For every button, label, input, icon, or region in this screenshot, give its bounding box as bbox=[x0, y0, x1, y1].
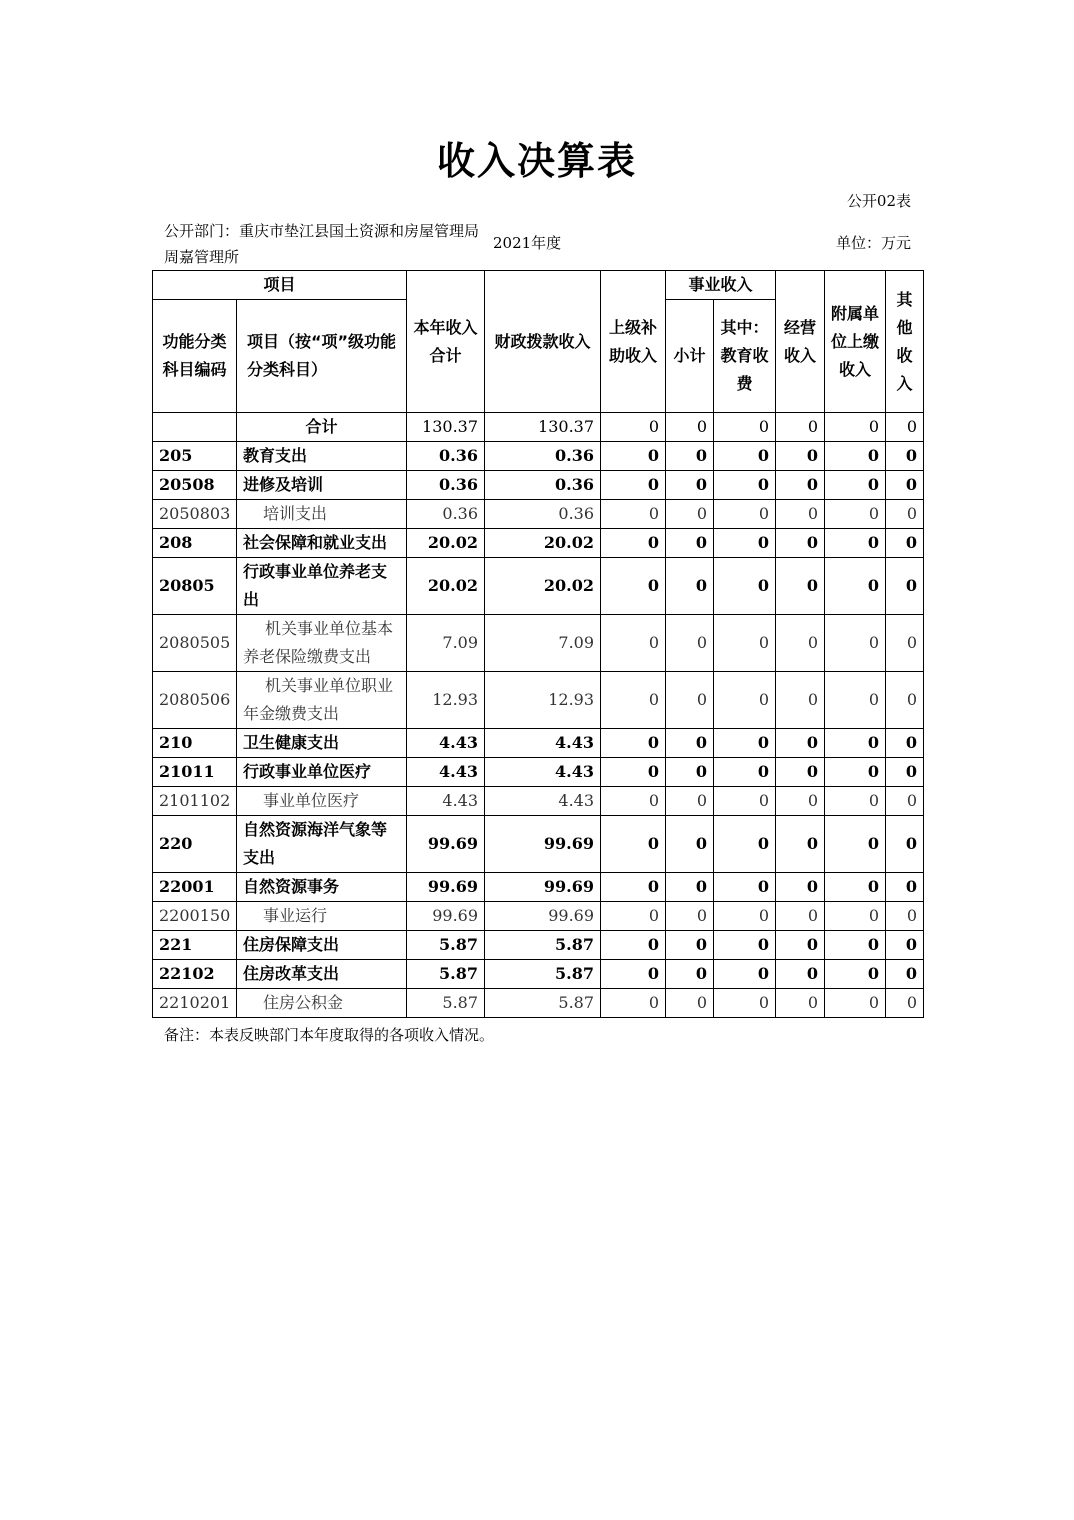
total-value: 130.37 bbox=[407, 413, 485, 442]
row-code: 22001 bbox=[153, 873, 237, 902]
row-value: 0 bbox=[714, 989, 776, 1018]
row-value: 0 bbox=[714, 758, 776, 787]
row-value: 0 bbox=[776, 471, 825, 500]
fiscal-year: 2021年度 bbox=[493, 234, 562, 252]
row-value: 0 bbox=[601, 931, 666, 960]
row-value: 0 bbox=[825, 729, 886, 758]
table-row bbox=[153, 960, 924, 989]
row-value: 0 bbox=[886, 529, 924, 558]
row-value: 5.87 bbox=[485, 960, 601, 989]
row-code: 220 bbox=[153, 816, 237, 873]
row-name: 培训支出 bbox=[237, 500, 407, 529]
row-name: 自然资源事务 bbox=[237, 873, 407, 902]
row-value: 0 bbox=[601, 529, 666, 558]
row-code: 210 bbox=[153, 729, 237, 758]
row-name: 住房公积金 bbox=[237, 989, 407, 1018]
row-value: 0 bbox=[601, 816, 666, 873]
row-value: 0 bbox=[776, 960, 825, 989]
row-value: 0.36 bbox=[407, 500, 485, 529]
row-value: 12.93 bbox=[407, 672, 485, 729]
row-value: 0 bbox=[714, 500, 776, 529]
row-value: 0 bbox=[601, 989, 666, 1018]
row-name: 机关事业单位基本养老保险缴费支出 bbox=[237, 615, 407, 672]
row-value: 0 bbox=[666, 672, 714, 729]
row-value: 0 bbox=[714, 931, 776, 960]
row-value: 0 bbox=[601, 729, 666, 758]
row-value: 0 bbox=[666, 471, 714, 500]
row-value: 0 bbox=[601, 615, 666, 672]
unit-label: 单位：万元 bbox=[835, 234, 911, 252]
total-value: 130.37 bbox=[485, 413, 601, 442]
row-value: 7.09 bbox=[407, 615, 485, 672]
row-value: 0 bbox=[666, 902, 714, 931]
row-value: 0 bbox=[666, 529, 714, 558]
header-fiscal: 财政拨款收入 bbox=[485, 271, 601, 413]
row-name: 自然资源海洋气象等支出 bbox=[237, 816, 407, 873]
row-value: 5.87 bbox=[407, 931, 485, 960]
row-name: 教育支出 bbox=[237, 442, 407, 471]
row-value: 0 bbox=[601, 787, 666, 816]
row-value: 20.02 bbox=[407, 529, 485, 558]
total-code-cell bbox=[153, 413, 237, 442]
row-value: 4.43 bbox=[407, 787, 485, 816]
row-value: 0 bbox=[776, 787, 825, 816]
table-row bbox=[153, 931, 924, 960]
table-row bbox=[153, 902, 924, 931]
row-code: 2210201 bbox=[153, 989, 237, 1018]
row-value: 12.93 bbox=[485, 672, 601, 729]
row-value: 0 bbox=[714, 529, 776, 558]
row-value: 0 bbox=[666, 931, 714, 960]
row-value: 99.69 bbox=[485, 873, 601, 902]
row-value: 5.87 bbox=[407, 960, 485, 989]
row-code: 22102 bbox=[153, 960, 237, 989]
table-row bbox=[153, 989, 924, 1018]
header-career-edu: 其中：教育收费 bbox=[714, 300, 776, 413]
row-value: 0 bbox=[601, 960, 666, 989]
row-value: 0 bbox=[714, 729, 776, 758]
row-value: 20.02 bbox=[485, 529, 601, 558]
row-value: 0 bbox=[714, 558, 776, 615]
row-value: 0 bbox=[601, 873, 666, 902]
row-value: 0 bbox=[825, 989, 886, 1018]
row-name: 进修及培训 bbox=[237, 471, 407, 500]
row-value: 0 bbox=[825, 500, 886, 529]
table-row bbox=[153, 816, 924, 873]
row-value: 0 bbox=[776, 500, 825, 529]
row-value: 0 bbox=[714, 471, 776, 500]
row-value: 7.09 bbox=[485, 615, 601, 672]
header-func-name: 项目（按“项”级功能分类科目） bbox=[237, 300, 407, 413]
row-code: 2050803 bbox=[153, 500, 237, 529]
row-value: 99.69 bbox=[407, 902, 485, 931]
row-value: 0 bbox=[714, 816, 776, 873]
row-value: 0 bbox=[776, 442, 825, 471]
row-value: 0 bbox=[886, 471, 924, 500]
header-project: 项目 bbox=[153, 271, 407, 300]
header-superior: 上级补助收入 bbox=[601, 271, 666, 413]
header-other: 其他收入 bbox=[886, 271, 924, 413]
row-value: 99.69 bbox=[485, 816, 601, 873]
table-row bbox=[153, 558, 924, 615]
row-code: 2101102 bbox=[153, 787, 237, 816]
row-value: 0 bbox=[601, 558, 666, 615]
table-row bbox=[153, 873, 924, 902]
form-number: 公开02表 bbox=[846, 192, 911, 210]
row-value: 0 bbox=[776, 873, 825, 902]
header-career-sub: 小计 bbox=[666, 300, 714, 413]
total-value: 0 bbox=[601, 413, 666, 442]
row-value: 0 bbox=[825, 931, 886, 960]
row-value: 0 bbox=[886, 931, 924, 960]
row-value: 99.69 bbox=[485, 902, 601, 931]
table-row bbox=[153, 442, 924, 471]
header-total: 本年收入合计 bbox=[407, 271, 485, 413]
row-value: 0 bbox=[886, 873, 924, 902]
total-row bbox=[153, 413, 924, 442]
row-code: 20508 bbox=[153, 471, 237, 500]
row-value: 0 bbox=[825, 672, 886, 729]
row-value: 0 bbox=[886, 989, 924, 1018]
row-code: 2080506 bbox=[153, 672, 237, 729]
row-name: 事业运行 bbox=[237, 902, 407, 931]
row-name: 住房保障支出 bbox=[237, 931, 407, 960]
row-name: 行政事业单位养老支出 bbox=[237, 558, 407, 615]
row-value: 0 bbox=[601, 471, 666, 500]
footnote: 备注：本表反映部门本年度取得的各项收入情况。 bbox=[164, 1026, 495, 1044]
row-value: 0 bbox=[776, 615, 825, 672]
row-value: 20.02 bbox=[407, 558, 485, 615]
row-value: 0 bbox=[825, 442, 886, 471]
row-value: 0 bbox=[886, 558, 924, 615]
row-value: 5.87 bbox=[407, 989, 485, 1018]
header-func-code: 功能分类科目编码 bbox=[153, 300, 237, 413]
row-value: 5.87 bbox=[485, 989, 601, 1018]
row-value: 0 bbox=[886, 758, 924, 787]
total-value: 0 bbox=[776, 413, 825, 442]
total-value: 0 bbox=[666, 413, 714, 442]
row-value: 0 bbox=[601, 442, 666, 471]
row-value: 0 bbox=[776, 729, 825, 758]
row-value: 99.69 bbox=[407, 873, 485, 902]
row-value: 0.36 bbox=[485, 442, 601, 471]
row-value: 0 bbox=[666, 787, 714, 816]
row-value: 0 bbox=[776, 672, 825, 729]
row-value: 0 bbox=[825, 471, 886, 500]
row-value: 0 bbox=[776, 902, 825, 931]
row-value: 0 bbox=[714, 672, 776, 729]
row-value: 99.69 bbox=[407, 816, 485, 873]
total-label: 合计 bbox=[237, 413, 407, 442]
row-value: 4.43 bbox=[407, 758, 485, 787]
row-value: 0 bbox=[776, 989, 825, 1018]
row-code: 208 bbox=[153, 529, 237, 558]
table-row bbox=[153, 615, 924, 672]
row-value: 0 bbox=[825, 558, 886, 615]
row-value: 0 bbox=[886, 816, 924, 873]
row-value: 0 bbox=[825, 816, 886, 873]
row-value: 4.43 bbox=[485, 758, 601, 787]
row-value: 0 bbox=[666, 558, 714, 615]
row-value: 0 bbox=[886, 672, 924, 729]
income-table bbox=[152, 270, 924, 1018]
row-value: 0 bbox=[825, 902, 886, 931]
row-value: 0 bbox=[666, 615, 714, 672]
table-row bbox=[153, 787, 924, 816]
table-row bbox=[153, 758, 924, 787]
table-row bbox=[153, 672, 924, 729]
row-code: 221 bbox=[153, 931, 237, 960]
row-value: 0 bbox=[886, 500, 924, 529]
row-value: 4.43 bbox=[485, 729, 601, 758]
row-value: 0.36 bbox=[485, 471, 601, 500]
row-value: 0 bbox=[666, 816, 714, 873]
row-value: 0 bbox=[825, 873, 886, 902]
row-name: 卫生健康支出 bbox=[237, 729, 407, 758]
header-operating: 经营收入 bbox=[776, 271, 825, 413]
table-row bbox=[153, 471, 924, 500]
row-value: 0.36 bbox=[407, 442, 485, 471]
row-value: 0 bbox=[825, 529, 886, 558]
header-career: 事业收入 bbox=[666, 271, 776, 300]
row-value: 0.36 bbox=[485, 500, 601, 529]
row-value: 0 bbox=[825, 615, 886, 672]
department-label: 公开部门：重庆市垫江县国土资源和房屋管理局周嘉管理所 bbox=[164, 222, 480, 266]
row-value: 0 bbox=[776, 529, 825, 558]
row-value: 0 bbox=[601, 500, 666, 529]
row-value: 0 bbox=[825, 787, 886, 816]
total-value: 0 bbox=[825, 413, 886, 442]
row-value: 0 bbox=[886, 902, 924, 931]
table-row bbox=[153, 500, 924, 529]
row-code: 2200150 bbox=[153, 902, 237, 931]
table-row bbox=[153, 529, 924, 558]
row-code: 205 bbox=[153, 442, 237, 471]
row-value: 0 bbox=[666, 960, 714, 989]
row-value: 4.43 bbox=[407, 729, 485, 758]
row-value: 0 bbox=[714, 442, 776, 471]
row-value: 0 bbox=[825, 758, 886, 787]
row-value: 4.43 bbox=[485, 787, 601, 816]
row-value: 0 bbox=[601, 902, 666, 931]
header-row-1 bbox=[153, 271, 924, 300]
row-name: 社会保障和就业支出 bbox=[237, 529, 407, 558]
row-value: 0 bbox=[825, 960, 886, 989]
row-value: 0 bbox=[714, 873, 776, 902]
row-code: 2080505 bbox=[153, 615, 237, 672]
row-value: 0 bbox=[886, 442, 924, 471]
row-value: 0 bbox=[886, 729, 924, 758]
row-value: 5.87 bbox=[485, 931, 601, 960]
row-name: 住房改革支出 bbox=[237, 960, 407, 989]
row-value: 0 bbox=[714, 787, 776, 816]
header-affiliate: 附属单位上缴收入 bbox=[825, 271, 886, 413]
row-value: 0 bbox=[666, 500, 714, 529]
row-name: 机关事业单位职业年金缴费支出 bbox=[237, 672, 407, 729]
row-value: 0 bbox=[601, 758, 666, 787]
total-value: 0 bbox=[886, 413, 924, 442]
row-value: 0 bbox=[776, 931, 825, 960]
row-value: 0 bbox=[714, 960, 776, 989]
row-code: 21011 bbox=[153, 758, 237, 787]
row-value: 0 bbox=[776, 758, 825, 787]
table-row bbox=[153, 729, 924, 758]
row-name: 行政事业单位医疗 bbox=[237, 758, 407, 787]
row-value: 0 bbox=[666, 729, 714, 758]
row-value: 0 bbox=[666, 873, 714, 902]
row-value: 0 bbox=[886, 787, 924, 816]
row-value: 0 bbox=[776, 816, 825, 873]
total-value: 0 bbox=[714, 413, 776, 442]
page-title: 收入决算表 bbox=[436, 139, 637, 183]
row-value: 0 bbox=[776, 558, 825, 615]
row-value: 0 bbox=[666, 442, 714, 471]
row-value: 0 bbox=[886, 960, 924, 989]
row-value: 0 bbox=[714, 902, 776, 931]
row-value: 0 bbox=[601, 672, 666, 729]
row-value: 0 bbox=[666, 989, 714, 1018]
row-name: 事业单位医疗 bbox=[237, 787, 407, 816]
row-value: 0 bbox=[886, 615, 924, 672]
row-value: 0 bbox=[666, 758, 714, 787]
row-value: 0 bbox=[714, 615, 776, 672]
row-code: 20805 bbox=[153, 558, 237, 615]
row-value: 0.36 bbox=[407, 471, 485, 500]
row-value: 20.02 bbox=[485, 558, 601, 615]
